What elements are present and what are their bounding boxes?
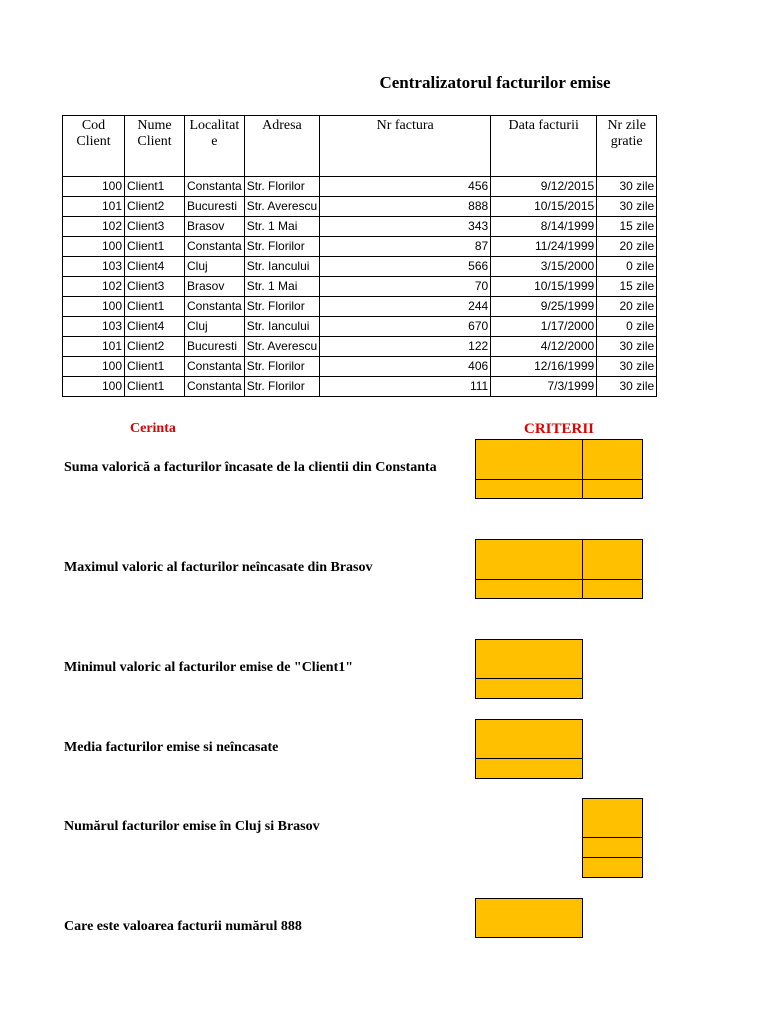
cell-nr-zile-gratie: 20 zile: [597, 297, 657, 317]
cell-nume-client: Client1: [125, 177, 185, 197]
cell-data-facturii: 8/14/1999: [491, 217, 597, 237]
cell-data-facturii: 11/24/1999: [491, 237, 597, 257]
cell-cod-client: 102: [63, 217, 125, 237]
cell-cod-client: 103: [63, 257, 125, 277]
cell-adresa: Str. Averescu: [244, 337, 319, 357]
cell-cod-client: 101: [63, 337, 125, 357]
criteria-cell[interactable]: [475, 439, 583, 480]
criteria-cell[interactable]: [475, 898, 583, 938]
cell-adresa: Str. Florilor: [244, 237, 319, 257]
cell-nr-zile-gratie: 30 zile: [597, 197, 657, 217]
cell-adresa: Str. Iancului: [244, 257, 319, 277]
criteria-cell[interactable]: [582, 798, 643, 838]
criteria-cell[interactable]: [475, 479, 583, 499]
cell-nr-factura: 122: [320, 337, 491, 357]
cell-nr-factura: 456: [320, 177, 491, 197]
question-4-text: Media facturilor emise si neîncasate: [64, 740, 279, 755]
invoice-table: [62, 115, 657, 397]
cell-nr-factura: 888: [320, 197, 491, 217]
cell-nume-client: Client3: [125, 277, 185, 297]
cell-nume-client: Client2: [125, 197, 185, 217]
criteria-cell[interactable]: [582, 837, 643, 858]
header-cod-client: Cod Client: [63, 116, 125, 177]
cell-cod-client: 100: [63, 377, 125, 397]
cell-nr-factura: 244: [320, 297, 491, 317]
cell-data-facturii: 7/3/1999: [491, 377, 597, 397]
cell-nume-client: Client3: [125, 217, 185, 237]
cell-nr-factura: 343: [320, 217, 491, 237]
cell-localitate: Cluj: [185, 317, 245, 337]
cell-adresa: Str. Iancului: [244, 317, 319, 337]
table-row: [63, 317, 657, 337]
header-adresa: Adresa: [244, 116, 319, 177]
cerinta-label: Cerinta: [130, 421, 176, 436]
header-nr-zile-gratie: Nr zile gratie: [597, 116, 657, 177]
cell-data-facturii: 12/16/1999: [491, 357, 597, 377]
criteria-cell[interactable]: [475, 758, 583, 779]
cell-cod-client: 102: [63, 277, 125, 297]
question-3-text: Minimul valoric al facturilor emise de "Client1": [64, 660, 354, 675]
cell-adresa: Str. Averescu: [244, 197, 319, 217]
cell-nume-client: Client1: [125, 297, 185, 317]
cell-nr-zile-gratie: 30 zile: [597, 377, 657, 397]
cell-localitate: Bucuresti: [185, 337, 245, 357]
cell-cod-client: 103: [63, 317, 125, 337]
criteria-cell[interactable]: [475, 539, 583, 580]
cell-nr-zile-gratie: 30 zile: [597, 357, 657, 377]
header-nume-client: Nume Client: [125, 116, 185, 177]
cell-nr-zile-gratie: 15 zile: [597, 277, 657, 297]
cell-localitate: Cluj: [185, 257, 245, 277]
cell-data-facturii: 3/15/2000: [491, 257, 597, 277]
cell-localitate: Constanta: [185, 237, 245, 257]
cell-nume-client: Client4: [125, 257, 185, 277]
cell-nr-factura: 566: [320, 257, 491, 277]
criteria-cell[interactable]: [475, 719, 583, 759]
cell-data-facturii: 10/15/2015: [491, 197, 597, 217]
cell-localitate: Brasov: [185, 277, 245, 297]
table-row: [63, 277, 657, 297]
cell-cod-client: 100: [63, 177, 125, 197]
criteria-cell[interactable]: [475, 678, 583, 699]
cell-data-facturii: 4/12/2000: [491, 337, 597, 357]
cell-nume-client: Client2: [125, 337, 185, 357]
cell-cod-client: 100: [63, 357, 125, 377]
cell-nr-zile-gratie: 15 zile: [597, 217, 657, 237]
cell-nr-zile-gratie: 30 zile: [597, 337, 657, 357]
cell-adresa: Str. 1 Mai: [244, 277, 319, 297]
cell-nume-client: Client1: [125, 377, 185, 397]
cell-nr-zile-gratie: 20 zile: [597, 237, 657, 257]
table-row: [63, 377, 657, 397]
criteria-cell[interactable]: [582, 857, 643, 878]
table-row: [63, 257, 657, 277]
cell-nr-factura: 111: [320, 377, 491, 397]
cell-data-facturii: 1/17/2000: [491, 317, 597, 337]
cell-adresa: Str. Florilor: [244, 357, 319, 377]
criteria-cell[interactable]: [582, 439, 643, 480]
table-row: [63, 357, 657, 377]
cell-nr-factura: 70: [320, 277, 491, 297]
criteria-cell[interactable]: [582, 539, 643, 580]
cell-adresa: Str. Florilor: [244, 377, 319, 397]
header-data-facturii: Data facturii: [491, 116, 597, 177]
criteria-cell[interactable]: [582, 479, 643, 499]
cell-nume-client: Client1: [125, 357, 185, 377]
question-6-text: Care este valoarea facturii numărul 888: [64, 919, 302, 934]
cell-localitate: Constanta: [185, 297, 245, 317]
cell-cod-client: 101: [63, 197, 125, 217]
cell-data-facturii: 9/25/1999: [491, 297, 597, 317]
cell-localitate: Bucuresti: [185, 197, 245, 217]
cell-nume-client: Client4: [125, 317, 185, 337]
cell-nume-client: Client1: [125, 237, 185, 257]
table-row: [63, 197, 657, 217]
cell-nr-zile-gratie: 30 zile: [597, 177, 657, 197]
criteria-cell[interactable]: [475, 639, 583, 679]
cell-adresa: Str. 1 Mai: [244, 217, 319, 237]
table-row: [63, 337, 657, 357]
cell-cod-client: 100: [63, 297, 125, 317]
table-row: [63, 237, 657, 257]
cell-cod-client: 100: [63, 237, 125, 257]
table-row: [63, 217, 657, 237]
question-2-text: Maximul valoric al facturilor neîncasate din Brasov: [64, 560, 373, 575]
question-1-text: Suma valorică a facturilor încasate de la clientii din Constanta: [64, 460, 437, 475]
cell-nr-factura: 406: [320, 357, 491, 377]
cell-nr-zile-gratie: 0 zile: [597, 317, 657, 337]
cell-localitate: Constanta: [185, 177, 245, 197]
cell-localitate: Constanta: [185, 357, 245, 377]
cell-nr-factura: 87: [320, 237, 491, 257]
header-row: [63, 116, 657, 177]
criteria-cell[interactable]: [582, 579, 643, 599]
cell-nr-factura: 670: [320, 317, 491, 337]
cell-adresa: Str. Florilor: [244, 177, 319, 197]
question-5-text: Numărul facturilor emise în Cluj si Brasov: [64, 819, 320, 834]
page-title: Centralizatorul facturilor emise: [379, 73, 611, 92]
table-row: [63, 177, 657, 197]
header-nr-factura: Nr factura: [320, 116, 491, 177]
cell-data-facturii: 9/12/2015: [491, 177, 597, 197]
cell-data-facturii: 10/15/1999: [491, 277, 597, 297]
cell-adresa: Str. Florilor: [244, 297, 319, 317]
criteria-cell[interactable]: [475, 579, 583, 599]
cell-localitate: Brasov: [185, 217, 245, 237]
cell-localitate: Constanta: [185, 377, 245, 397]
header-localitate: Localitat e: [185, 116, 245, 177]
cell-nr-zile-gratie: 0 zile: [597, 257, 657, 277]
criterii-label: CRITERII: [524, 421, 595, 437]
table-row: [63, 297, 657, 317]
